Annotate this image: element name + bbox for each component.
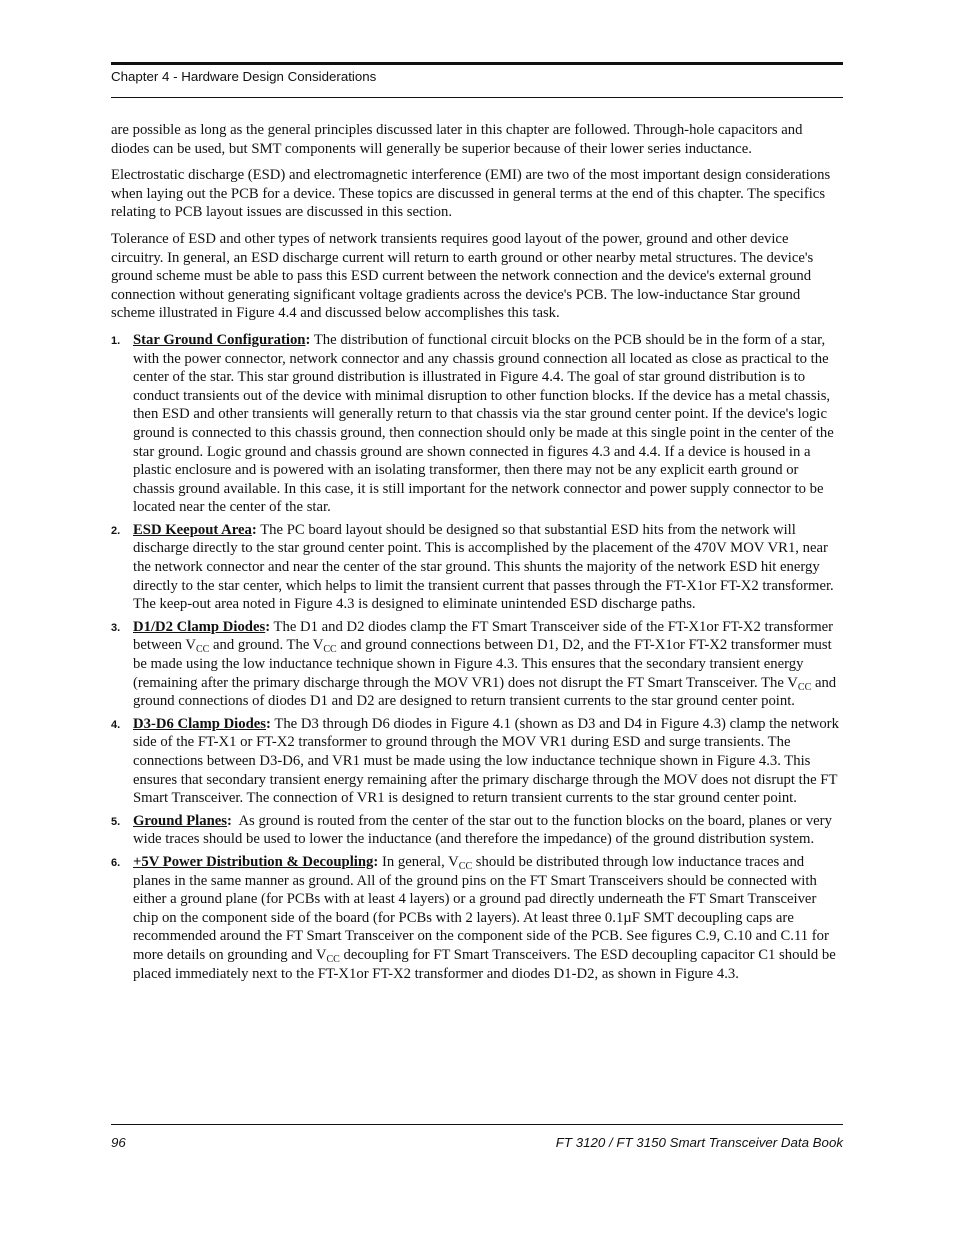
list-item: 1. Star Ground Configuration: The distribution of functional circuit blocks on the PCB should be in the form of a star, with the power connector, network connector and any chassis ground connection all located as close as practical to the center of the star. This star ground distribution is illustrated in Figure 4.4. The goal of star ground distribution is to conduct transients out of the device with minimal disruption to other function blocks. If the device has a metal chassis, then ESD and other transients will generally return to that chassis via the star ground center point. If the device's logic ground is connected to this chassis ground, then connection should only be made at this single point in the center of the star ground. Logic ground and chassis ground are shown connected in figures 4.3 and 4.4. If a device is housed in a plastic enclosure and is powered with an isolating transformer, then there may not be any explicit earth ground or chassis ground available. In this case, it is still important for the network connector and power supply connector to be located near the center of the star. xyxy=(111,331,834,516)
list-item-text: and ground connections of diodes D1 and D2 are designed to return transient currents to the star ground center point. xyxy=(133,674,837,710)
list-item-term: D1/D2 Clamp Diodes xyxy=(133,618,266,635)
vcc-subscript: CC xyxy=(195,644,210,656)
list-item-term: D3-D6 Clamp Diodes xyxy=(133,715,267,732)
list-item-text: decoupling for FT Smart Transceivers. The ESD decoupling capacitor C1 should be placed immediately next to the FT-X1or FT-X2 transformer and diodes D1-D2, as shown in Figure 4.3. xyxy=(133,946,836,982)
paragraph-esd-emi: Electrostatic discharge (ESD) and electromagnetic interference (EMI) are two of the most important design considerations when laying out the PCB for a device. These topics are discussed in general terms at the end of this chapter. The specifics relating to PCB layout issues are discussed in this section. xyxy=(111,167,831,221)
vcc-subscript: CC xyxy=(323,644,337,656)
list-item-term: Star Ground Configuration xyxy=(133,331,306,348)
footer-rule xyxy=(111,1124,843,1125)
vcc-subscript: CC xyxy=(797,681,812,693)
vcc-subscript: CC xyxy=(326,953,340,965)
list-item-term: Ground Planes xyxy=(133,812,227,829)
list-item-text: In general, V xyxy=(381,853,459,870)
list-item-number: 3. xyxy=(111,621,121,634)
list-item: 6. +5V Power Distribution & Decoupling: In general, $V_{CC}$ should be distributed through low inductance traces and planes in the same manner as ground. All of the ground pins on the FT Smart Transceivers should be connected with either a ground plane (for PCBs with at least 4 layers) or a ground pad directly underneath the FT Smart Transceiver chip on the component side of the board (for PCBs with 2 layers). At least three 0.1µF SMT decoupling caps are recommended around the FT Smart Transceiver on the component side of the PCB. See figures C.9, C.10 and C.11 for more details on grounding and $V_{CC}$ decoupling for FT Smart Transceivers. The ESD decoupling capacitor C1 should be placed immediately next to the FT-X1or FT-X2 transformer and diodes D1-D2, as shown in Figure 4.3. xyxy=(111,853,836,982)
header-top-rule xyxy=(111,62,843,65)
list-item: 4. D3-D6 Clamp Diodes: The D3 through D6 diodes in Figure 4.1 (shown as D3 and D4 in Figure 4.3) clamp the network side of the FT-X1 or FT-X2 transformer to ground through the MOV VR1 during ESD and surge transients. The connections between D3-D6, and VR1 must be made using the low inductance technique shown in Figure 4.3. This ensures that secondary transient energy remaining after the primary discharge through the MOV does not disrupt the FT Smart Transceiver. The connection of VR1 is designed to return transient currents to the star ground center point. xyxy=(111,715,839,807)
page-number: 96 xyxy=(111,1135,126,1150)
header-bottom-rule xyxy=(111,97,843,98)
vcc-subscript: CC xyxy=(458,860,473,872)
list-item-text: and ground. The V xyxy=(209,637,324,654)
list-item-term: ESD Keepout Area xyxy=(133,521,252,538)
book-title: FT 3120 / FT 3150 Smart Transceiver Data Book xyxy=(555,1135,843,1150)
list-item-text: and ground connections between D1, D2, and the FT-X1or FT-X2 transformer must be made using the low inductance technique shown in Figure 4.3. This ensures that the secondary transient energy (remaining after the primary discharge through the MOV VR1) does not disrupt the FT Smart Transceiver. The V xyxy=(133,637,832,691)
list-item: 5. Ground Planes: As ground is routed from the center of the star out to the function blocks on the board, planes or very wide traces should be used to lower the inductance (and therefore the impedance) of the ground distribution system. xyxy=(111,812,832,848)
list-item-text: The PC board layout should be designed so that substantial ESD hits from the network will discharge directly to the star ground center point. This is accomplished by the placement of the 470V MOV VR1, near the network connector and near the center of the star ground. This shunts the majority of the network ESD hit energy directly to the star center, which helps to limit the transient current that passes through the FT-X1or FT-X2 transformer. The keep-out area noted in Figure 4.3 is designed to eliminate unintended ESD discharge paths. xyxy=(133,521,834,613)
page-body xyxy=(111,121,843,987)
list-item-text: The distribution of functional circuit blocks on the PCB should be in the form of a star, with the power connector, network connector and any chassis ground connection all located as close as practical to the center of the star. This star ground distribution is illustrated in Figure 4.4. The goal of star ground distribution is to conduct transients out of the device with minimal disruption to other function blocks. If the device has a metal chassis, then ESD and other transients will generally return to that chassis via the star ground center point. If the device's logic ground is connected to this chassis ground, then connection should only be made at this single point in the center of the star ground. Logic ground and chassis ground are shown connected in figures 4.3 and 4.4. If a device is housed in a plastic enclosure and is powered with an isolating transformer, then there may not be any explicit earth ground or chassis ground available. In this case, it is still important for the network connector and power supply connector to be located near the center of the star. xyxy=(133,331,834,516)
list-item: 3. D1/D2 Clamp Diodes: The D1 and D2 diodes clamp the FT Smart Transceiver side of the FT-X1or FT-X2 transformer between $V_{CC}$ and ground. The $V_{CC}$ and ground connections between D1, D2, and the FT-X1or FT-X2 transformer must be made using the low inductance technique shown in Figure 4.3. This ensures that the secondary transient energy (remaining after the primary discharge through the MOV VR1) does not disrupt the FT Smart Transceiver. The $V_{CC}$ and ground connections of diodes D1 and D2 are designed to return transient currents to the star ground center point. xyxy=(111,618,837,710)
list-item: 2. ESD Keepout Area: The PC board layout should be designed so that substantial ESD hits from the network will discharge directly to the star ground center point. This is accomplished by the placement of the 470V MOV VR1, near the network connector and near the center of the star ground. This shunts the majority of the network ESD hit energy directly to the star center, which helps to limit the transient current that passes through the FT-X1or FT-X2 transformer. The keep-out area noted in Figure 4.3 is designed to eliminate unintended ESD discharge paths. xyxy=(111,521,834,613)
chapter-header: Chapter 4 - Hardware Design Considerations xyxy=(111,69,377,84)
list-item-number: 6. xyxy=(111,856,121,869)
list-item-number: 5. xyxy=(111,815,121,828)
paragraph-intro-continued: are possible as long as the general principles discussed later in this chapter are followed. Through-hole capacitors and diodes can be used, but SMT components will generally be superior because of their lower series inductance. xyxy=(111,122,803,157)
list-item-term: +5V Power Distribution & Decoupling xyxy=(133,853,374,870)
list-item-text: As ground is routed from the center of the star out to the function blocks on the board, planes or very wide traces should be used to lower the inductance (and therefore the impedance) of the ground distribution system. xyxy=(133,812,832,848)
list-item-number: 1. xyxy=(111,334,121,347)
layout-guidelines-list xyxy=(111,331,843,983)
list-item-text: The D3 through D6 diodes in Figure 4.1 (shown as D3 and D4 in Figure 4.3) clamp the network side of the FT-X1 or FT-X2 transformer to ground through the MOV VR1 during ESD and surge transients. The connections between D3-D6, and VR1 must be made using the low inductance technique shown in Figure 4.3. This ensures that secondary transient energy remaining after the primary discharge through the MOV does not disrupt the FT Smart Transceiver. The connection of VR1 is designed to return transient currents to the star ground center point. xyxy=(133,715,839,807)
list-item-number: 2. xyxy=(111,524,121,537)
list-item-text: should be distributed through low inductance traces and planes in the same manner as ground. All of the ground pins on the FT Smart Transceivers should be connected with either a ground plane (for PCBs with at least 4 layers) or a ground pad directly underneath the FT Smart Transceiver chip on the component side of the board (for PCBs with 2 layers). At least three 0.1µF SMT decoupling caps are recommended around the FT Smart Transceiver on the component side of the PCB. See figures C.9, C.10 and C.11 for more details on grounding and V xyxy=(133,853,829,963)
paragraph-esd-tolerance: Tolerance of ESD and other types of network transients requires good layout of the power, ground and other device circuitry. In general, an ESD discharge current will return to earth ground or other nearby metal structures. The device's ground scheme must be able to pass this ESD current between the network connection and the device's external ground connection without generating significant voltage gradients across the device's PCB. The low-inductance Star ground scheme illustrated in Figure 4.4 and discussed below accomplishes this task. xyxy=(111,230,814,322)
list-item-number: 4. xyxy=(111,718,121,731)
list-item-text: The D1 and D2 diodes clamp the FT Smart Transceiver side of the FT-X1or FT-X2 transformer between V xyxy=(133,618,834,654)
